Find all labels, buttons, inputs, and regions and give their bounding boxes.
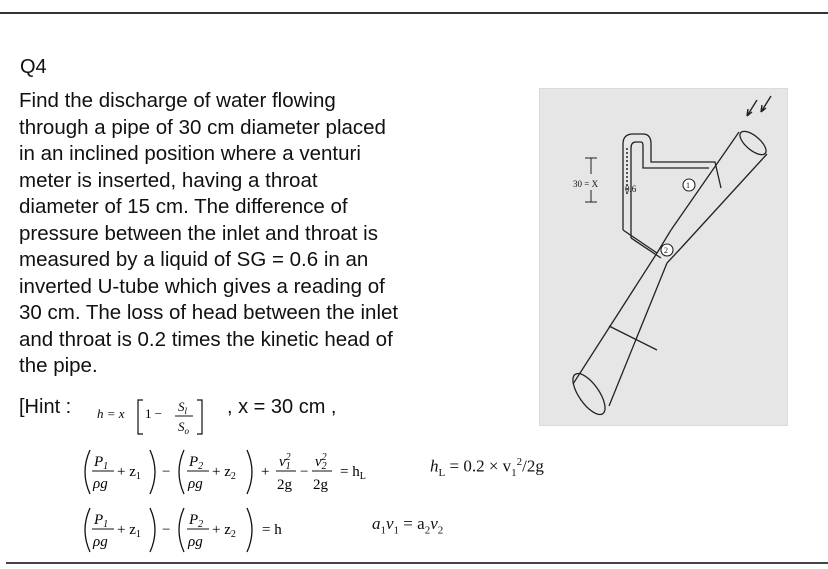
p2-subscript: 2	[198, 461, 204, 472]
v2-symbol: v	[430, 514, 438, 533]
top-rule	[0, 12, 828, 14]
svg-text:P1	[93, 454, 108, 472]
section-1-label: 1	[686, 181, 690, 190]
so-symbol: S	[178, 419, 185, 434]
section-2-label: 2	[664, 246, 668, 255]
svg-text:+ z1	[117, 464, 141, 482]
plus-z2: + z	[212, 522, 231, 538]
p2-symbol: P	[189, 512, 199, 528]
a1-symbol: a	[372, 514, 381, 533]
rho-g: ρg	[188, 476, 203, 492]
question-line: measured by a liquid of SG = 0.6 in an	[19, 248, 369, 271]
continuity-equation	[372, 514, 443, 536]
svg-text:−: −	[300, 464, 309, 480]
p2-subscript: 2	[198, 519, 204, 530]
sg-label: 0.6	[625, 184, 637, 194]
svg-text:+ z2	[212, 464, 236, 482]
piezometric-equation	[78, 504, 318, 556]
question-line: 30 cm. The loss of head between the inlet	[19, 301, 399, 324]
reading-label: 30 = X	[573, 179, 599, 189]
plus-z1: + z	[117, 464, 136, 480]
v1-symbol: v	[279, 454, 286, 470]
question-text	[19, 88, 459, 380]
question-line: in an inclined position where a venturi	[19, 142, 361, 165]
question-line: the pipe.	[19, 354, 98, 377]
hint-label: [Hint :	[19, 396, 72, 418]
question-line: through a pipe of 30 cm diameter placed	[19, 115, 386, 139]
a1-subscript: 1	[380, 524, 386, 537]
hl-rhs: = 0.2 × v	[445, 456, 512, 476]
hint-x-value: , x = 30 cm ,	[227, 396, 337, 418]
sl-symbol: S	[178, 399, 185, 414]
hint-row	[19, 394, 439, 442]
z2-subscript: 2	[230, 471, 236, 482]
bottom-rule	[6, 562, 828, 564]
v1-subscript: 1	[393, 524, 400, 537]
energy-equation	[78, 446, 418, 498]
question-line: Find the discharge of water flowing	[19, 89, 336, 112]
p1-subscript: 1	[103, 461, 109, 472]
p2-symbol: P	[189, 454, 199, 470]
question-number: Q4	[20, 56, 47, 78]
equals-hl: = h	[340, 464, 360, 480]
rho-g: ρg	[188, 534, 203, 550]
svg-text:+ z1	[117, 522, 141, 540]
a2-subscript: 2	[424, 524, 431, 537]
v1-superscript: 2	[516, 456, 523, 468]
rho-g: ρg	[93, 476, 108, 492]
venturi-meter-diagram	[539, 88, 788, 426]
svg-text:−: −	[162, 464, 171, 480]
equals-h: = h	[262, 522, 282, 538]
svg-text:v22	[315, 452, 327, 472]
plus-z2: + z	[212, 464, 231, 480]
p1-symbol: P	[94, 512, 104, 528]
hl-subscript: L	[359, 471, 366, 482]
svg-text:+: +	[261, 464, 270, 480]
question-line: inverted U-tube which gives a reading of	[19, 274, 385, 298]
rho-g: ρg	[93, 534, 108, 550]
v1-subscript: 1	[285, 461, 291, 472]
v2-superscript: 2	[321, 452, 327, 463]
v2-symbol: v	[315, 454, 322, 470]
z2-subscript: 2	[230, 529, 236, 540]
v2-subscript: 2	[321, 461, 327, 472]
head-loss-equation	[430, 456, 544, 479]
svg-text:v21	[279, 452, 291, 472]
hl-symbol: h	[430, 456, 439, 476]
equals-a2: = a	[399, 514, 425, 533]
sl-subscript: l	[184, 406, 188, 416]
formula-one-minus: 1 −	[145, 406, 163, 421]
hl-tail: /2g	[522, 456, 544, 476]
v1-subscript: 1	[511, 467, 517, 480]
question-line: and throat is 0.2 times the kinetic head of	[19, 327, 393, 351]
p1-subscript: 1	[103, 519, 109, 530]
z1-subscript: 1	[135, 529, 141, 540]
question-line: pressure between the inlet and throat is	[19, 221, 378, 245]
figure-background	[539, 88, 788, 426]
svg-text:−: −	[162, 522, 171, 538]
z1-subscript: 1	[135, 471, 141, 482]
hl-subscript: L	[438, 467, 446, 480]
svg-text:So	[178, 419, 190, 436]
two-g: 2g	[277, 477, 292, 493]
v1-superscript: 2	[285, 452, 291, 463]
question-line: diameter of 15 cm. The difference of	[19, 195, 348, 218]
formula-h-equals-x: h = x	[97, 406, 125, 421]
hint-head-formula	[89, 394, 225, 440]
v1-symbol: v	[386, 514, 394, 533]
so-subscript: o	[184, 426, 189, 436]
svg-text:Sl	[178, 399, 188, 416]
v2-subscript: 2	[437, 524, 444, 537]
svg-text:P1	[93, 512, 108, 530]
svg-text:= hL	[340, 464, 366, 482]
question-line: meter is inserted, having a throat	[19, 168, 318, 192]
svg-text:P2	[188, 454, 203, 472]
svg-text:P2	[188, 512, 203, 530]
two-g: 2g	[313, 477, 328, 493]
plus-z1: + z	[117, 522, 136, 538]
svg-text:+ z2	[212, 522, 236, 540]
p1-symbol: P	[94, 454, 104, 470]
